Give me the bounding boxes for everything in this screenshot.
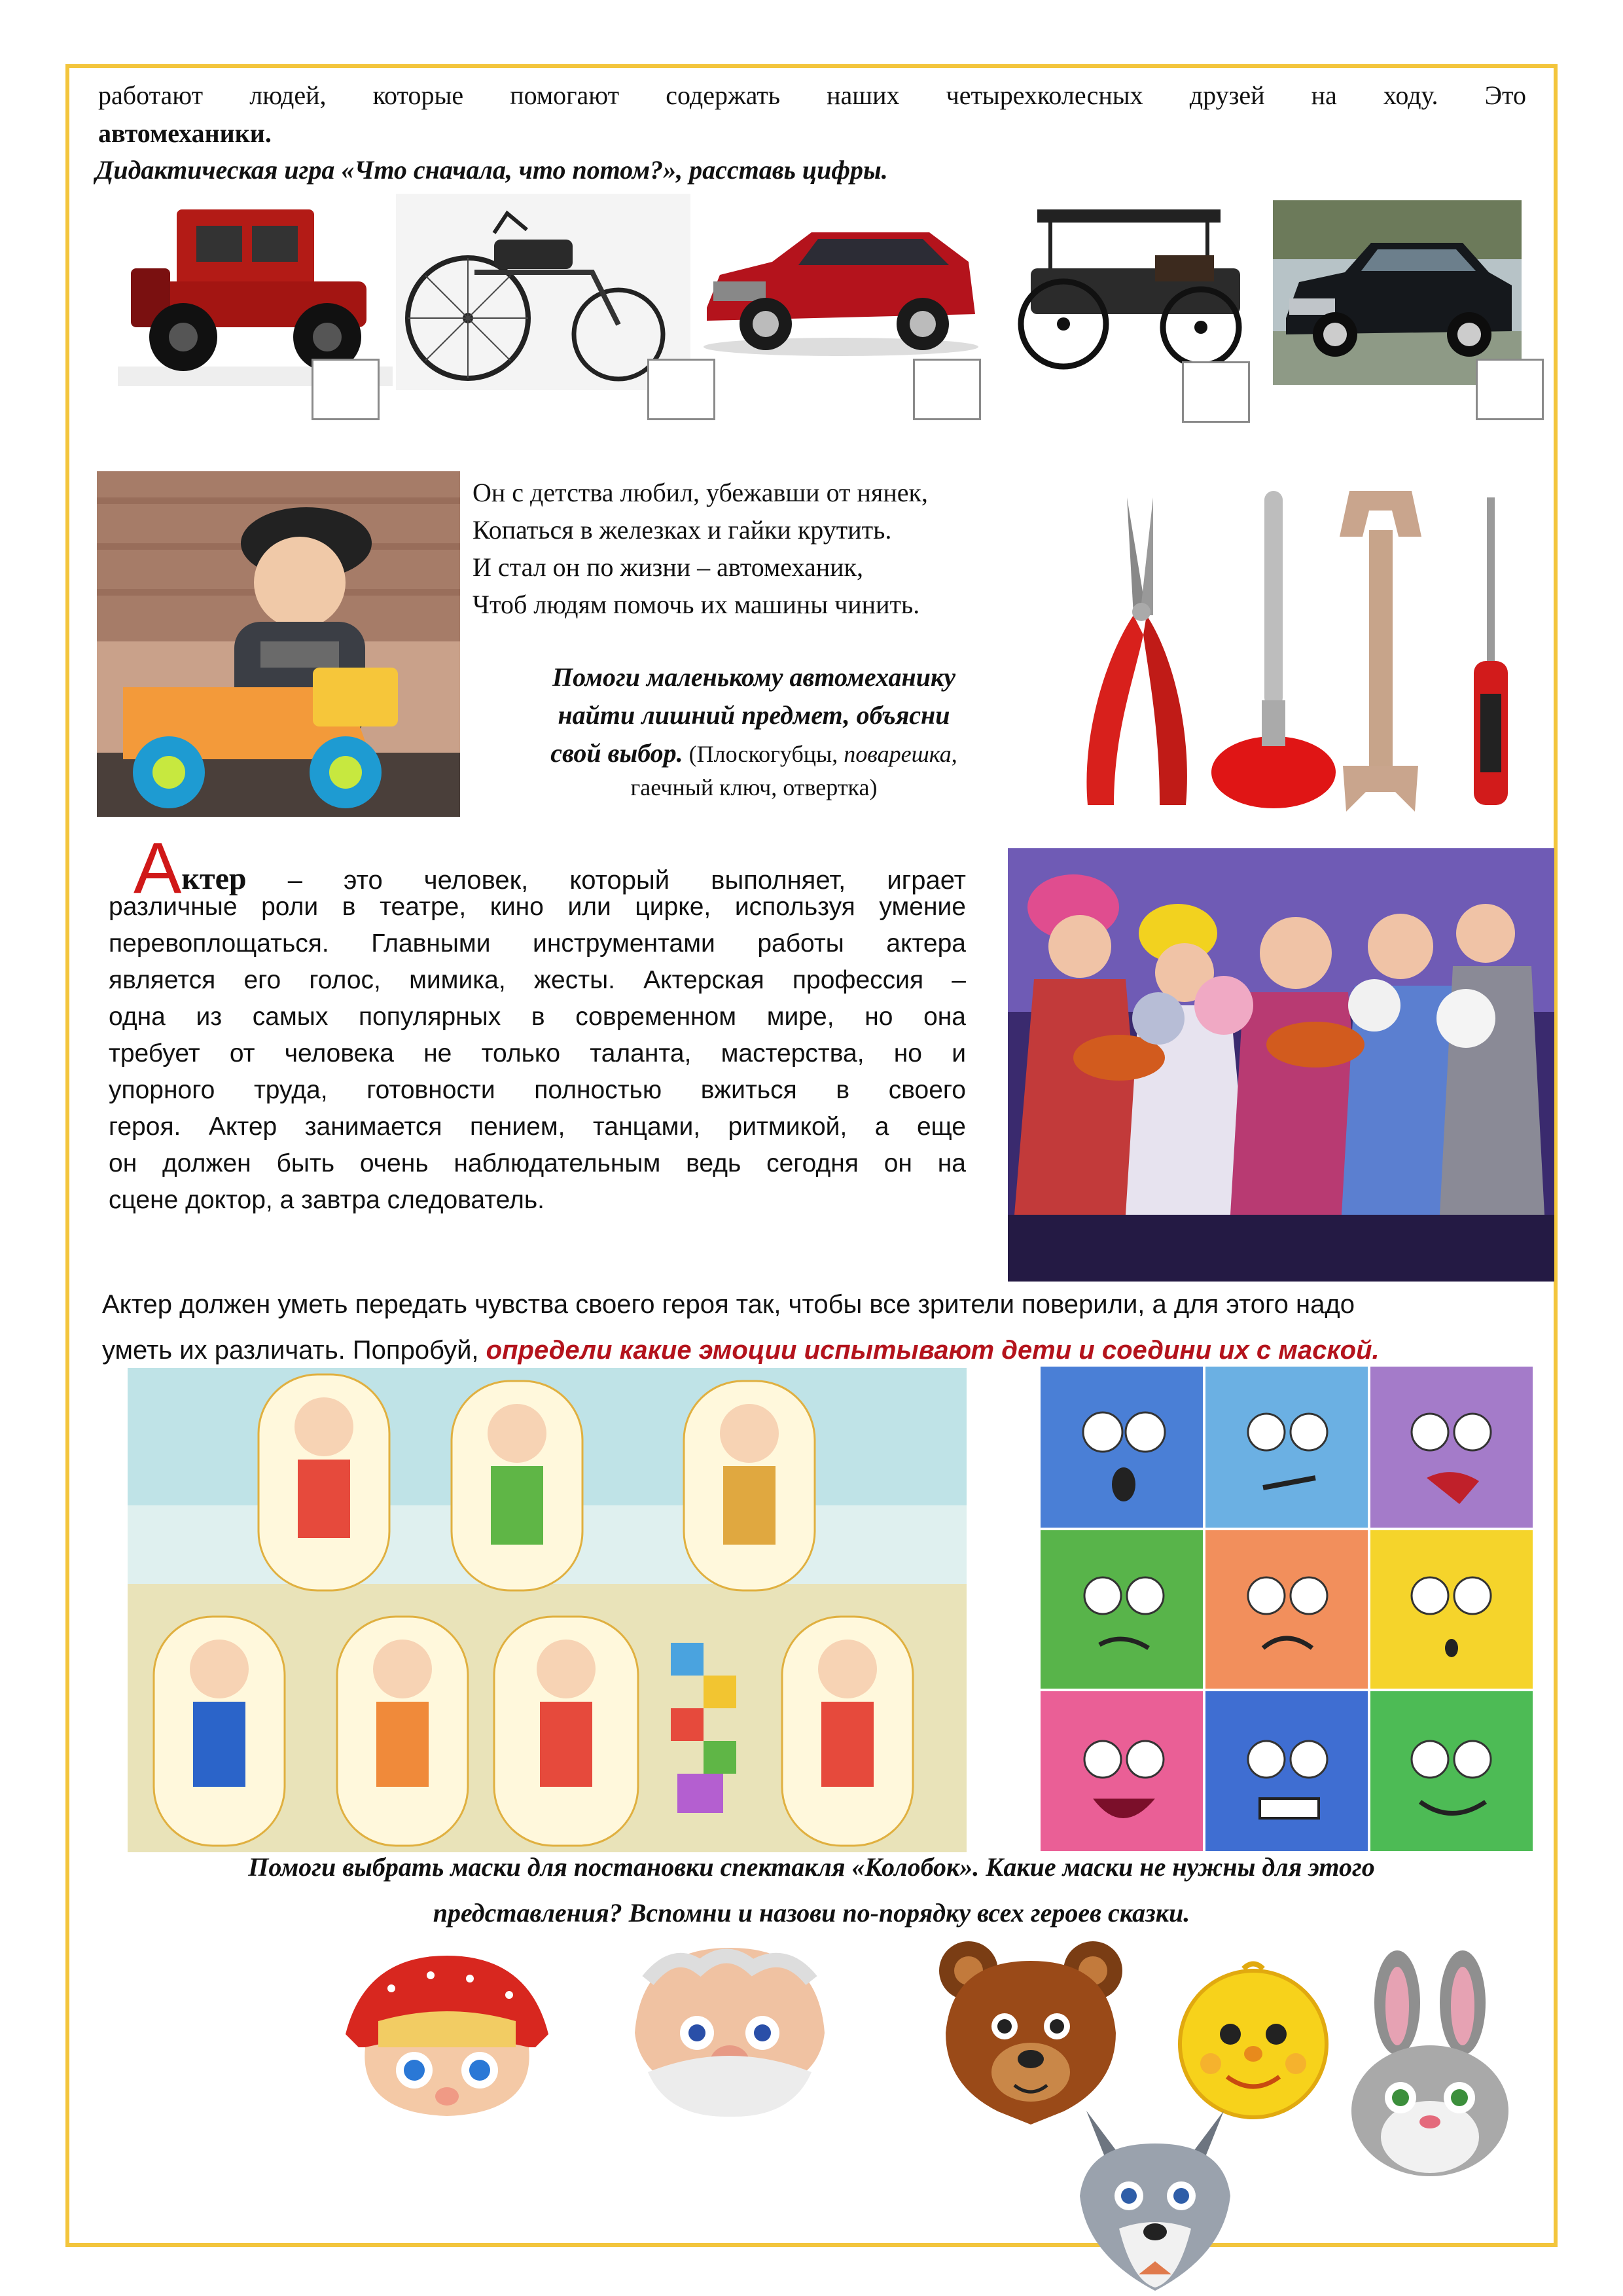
kolobok-mask-icon	[1171, 1956, 1335, 2123]
antique-carriage-car-icon	[991, 196, 1266, 373]
theater-actors-photo	[1008, 848, 1554, 1282]
volga-black-car-icon	[1273, 200, 1522, 385]
drop-cap: А	[134, 828, 182, 908]
actor-body	[109, 889, 966, 1219]
actor-line-1-rest: – это человек, который выполняет, играет	[246, 866, 966, 895]
actor-line-6: требует от человека не только таланта, мастерства, но и	[109, 1039, 966, 1067]
tool-task-list-start: (Плоскогубцы,	[683, 741, 844, 767]
kolobok-task	[92, 1844, 1531, 1936]
actor-line-8: героя. Актер занимается пением, танцами, ритмикой, а еще	[109, 1113, 966, 1141]
tool-task-line-2: найти лишний предмет, объясни	[558, 700, 950, 730]
actor-line-7: упорного труда, готовности полностью вжиться в своего	[109, 1076, 966, 1104]
tool-task-line-1: Помоги маленькому автомеханику	[552, 662, 956, 692]
actor-paragraph	[109, 828, 966, 1219]
poem-line-3: И стал он по жизни – автомеханик,	[473, 552, 863, 582]
actor-line-10: сцене доктор, а завтра следователь.	[109, 1186, 544, 1214]
tool-task-comma: ,	[951, 741, 957, 767]
wolf-mask-icon	[1073, 2104, 1237, 2293]
game-title: Дидактическая игра «Что сначала, что потом?», расставь цифры.	[96, 155, 888, 185]
order-box-3[interactable]	[913, 359, 981, 420]
poem	[473, 474, 928, 623]
tool-task-ladle-word: поварешка	[844, 741, 952, 767]
poem-line-1: Он с детства любил, убежавши от нянек,	[473, 478, 928, 507]
tool-task-bold: свой выбор.	[550, 738, 683, 768]
tool-task	[473, 658, 1035, 802]
order-box-2[interactable]	[647, 359, 715, 420]
modern-red-car-icon	[694, 209, 988, 360]
children-emotions-picture	[128, 1368, 967, 1852]
grandpa-mask-icon	[622, 1941, 838, 2118]
emotion-masks-grid	[1041, 1367, 1533, 1851]
tools-picture	[1068, 484, 1539, 818]
intro-line-2: автомеханики.	[98, 118, 272, 148]
bear-mask-icon	[933, 1935, 1129, 2131]
emotions-line-2-plain: уметь их различать. Попробуй,	[102, 1336, 486, 1365]
hare-mask-icon	[1342, 1950, 1518, 2176]
order-box-4[interactable]	[1182, 361, 1250, 423]
poem-line-2: Копаться в железках и гайки крутить.	[473, 515, 892, 545]
actor-line-9: он должен быть очень наблюдательным ведь сегодня он на	[109, 1149, 966, 1177]
emotions-line-1: Актер должен уметь передать чувства своего героя так, чтобы все зрители поверили, а для этого надо	[102, 1290, 1355, 1319]
actor-line-5: одна из самых популярных в современном мире, но она	[109, 1003, 966, 1031]
actor-line-3: перевоплощаться. Главными инструментами работы актера	[109, 929, 966, 958]
tool-task-line-3	[473, 734, 1035, 773]
kolobok-line-1: Помоги выбрать маски для постановки спектакля «Колобок». Какие маски не нужны для этого	[248, 1852, 1375, 1882]
grandma-mask-icon	[339, 1949, 555, 2119]
actor-first-word: ктер	[181, 861, 247, 896]
order-box-5[interactable]	[1476, 359, 1544, 420]
retro-red-car-icon	[118, 196, 393, 386]
intro-line-1: работают людей, которые помогают содержать наших четырехколесных друзей на ходу. Это	[98, 81, 1526, 110]
tool-task-line-4: гаечный ключ, отвертка)	[630, 774, 878, 800]
order-box-1[interactable]	[312, 359, 380, 420]
poem-line-4: Чтоб людям помочь их машины чинить.	[473, 590, 920, 619]
actor-line-4: является его голос, мимика, жесты. Актерская профессия –	[109, 966, 966, 994]
boy-mechanic-photo	[97, 471, 460, 817]
kolobok-line-2: представления? Вспомни и назови по-порядку всех героев сказки.	[433, 1898, 1190, 1928]
benz-motorwagen-icon	[396, 194, 690, 390]
actor-line-2: различные роли в театре, кино или цирке, используя умение	[109, 893, 966, 921]
emotions-task	[102, 1282, 1542, 1373]
emotions-line-2-task: определи какие эмоции испытывают дети и соедини их с маской.	[486, 1336, 1380, 1365]
